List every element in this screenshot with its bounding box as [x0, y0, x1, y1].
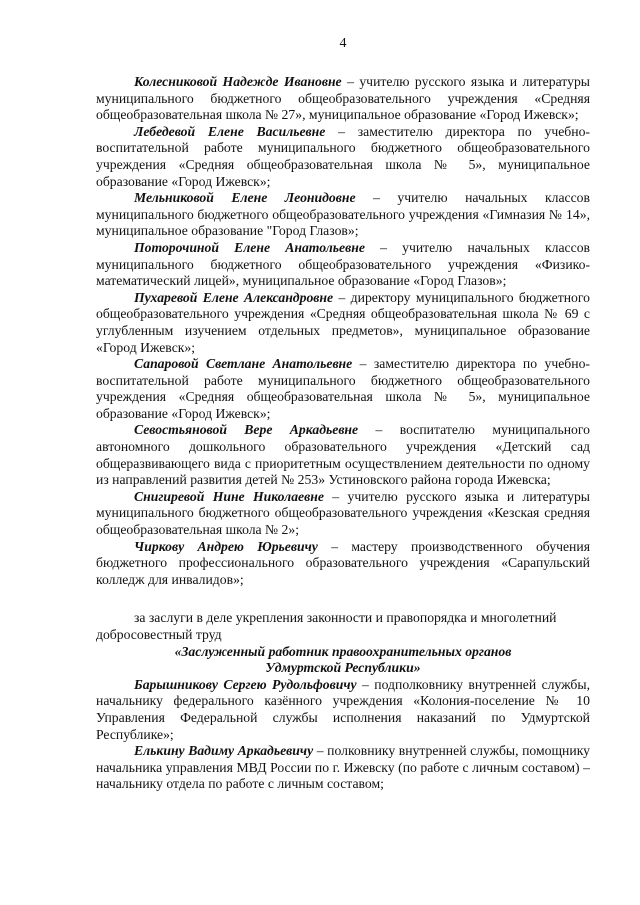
award-title-line-1: «Заслуженный работник правоохранительных органов [174, 643, 512, 659]
recipient-name: Поторочиной Елене Анатольевне [134, 239, 365, 255]
recipient-name: Сапаровой Светлане Анатольевне [134, 356, 353, 372]
recipient-position: – директору муниципального бюджетного общеобразовательного учреждения «Средняя общеобразовательная школа № 69 с углубленным изучением отдельных предметов», муниципальное образование «Город Ижевск»; [96, 289, 590, 355]
recipient-name: Снигиревой Нине Николаевне [134, 488, 324, 504]
award-entry [96, 190, 590, 240]
recipient-position: – учителю русского языка и литературы муниципального бюджетного общеобразовательного учреждения «Кезская средняя общеобразовательная школа № 2»; [96, 488, 590, 538]
recipient-position: – подполковнику внутренней службы, начальнику федерального казённого учреждения «Колония-поселение № 10 Управления Федеральной службы исполнения наказаний по Удмуртской Республике»; [96, 676, 590, 742]
recipient-name: Севостьяновой Вере Аркадьевне [134, 422, 359, 438]
recipient-position: – мастеру производственного обучения бюджетного профессионального образовательного учреждения «Сарапульский колледж для инвалидов»; [96, 538, 590, 587]
award-title-line-2: Удмуртской Республики» [265, 660, 421, 676]
award-entry [96, 743, 590, 793]
award-entry [96, 290, 590, 356]
award-reason: за заслуги в деле укрепления законности и правопорядка и многолетний добросовестный труд [96, 610, 557, 642]
recipient-name: Елькину Вадиму Аркадьевичу [134, 743, 314, 759]
award-entry [96, 677, 590, 743]
recipient-position: – заместителю директора по учебно-воспитательной работе муниципального бюджетного общеобразовательного учреждения «Средняя общеобразовательная школа № 5», муниципальное образование «Город Ижевск»; [96, 356, 590, 421]
page-number: 4 [339, 36, 347, 51]
paragraph-gap [96, 588, 590, 610]
recipient-name: Колесниковой Надежде Ивановне [134, 74, 342, 89]
award-list-2 [96, 677, 590, 793]
recipient-name: Барышникову Сергею Рудольфовичу [134, 676, 357, 692]
recipient-name: Пухаревой Елене Александровне [134, 289, 334, 305]
recipient-position: – воспитателю муниципального автономного дошкольного образовательного учреждения «Детский сад общеразвивающего вида с приоритетным осуществлением деятельности по одному из направлений развития детей № 253» Устиновского района города Ижевска; [96, 422, 591, 488]
award-list-1 [96, 74, 590, 588]
recipient-position: – учителю начальных классов муниципального бюджетного общеобразовательного учреждения «Физико-математический лицей», муниципальное образование «Город Глазов»; [96, 239, 590, 289]
recipient-name: Лебедевой Елене Васильевне [134, 123, 326, 139]
recipient-position: – учителю русского языка и литературы муниципального бюджетного общеобразовательного учреждения «Средняя общеобразовательная школа № 27», муниципальное образование «Город Ижевск»; [96, 74, 590, 123]
award-entry [96, 74, 590, 124]
recipient-name: Мельниковой Елене Леонидовне [134, 190, 356, 206]
award-entry [96, 356, 590, 422]
recipient-name: Чиркову Андрею Юрьевичу [134, 538, 318, 554]
award-entry [96, 240, 590, 290]
award-entry [96, 489, 590, 539]
award-entry [96, 124, 590, 190]
recipient-position: – заместителю директора по учебно-воспитательной работе муниципального бюджетного общеобразовательного учреждения «Средняя общеобразовательная школа № 5», муниципальное образование «Город Ижевск»; [96, 123, 590, 189]
award-entry [96, 539, 590, 589]
recipient-position: – полковнику внутренней службы, помощнику начальника управления МВД России по г. Ижевску (по работе с личным составом) – начальнику отдела по работе с личным составом; [96, 743, 591, 792]
recipient-position: – учителю начальных классов муниципального бюджетного общеобразовательного учреждения «Гимназия № 14», муниципальное образование "Город Глазов»; [96, 190, 590, 239]
award-entry [96, 422, 590, 488]
